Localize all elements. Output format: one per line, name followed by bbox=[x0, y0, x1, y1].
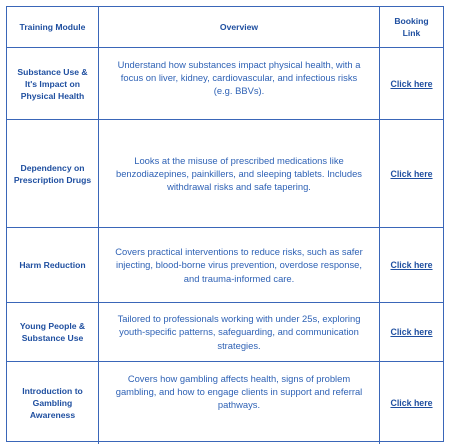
booking-cell bbox=[380, 120, 443, 228]
module-name: Substance Use & It's Impact on Physical Health bbox=[7, 48, 99, 120]
module-overview: Covers how gambling affects health, signs of problem gambling, and how to engage clients in support and referral pathways. bbox=[99, 362, 380, 444]
booking-link[interactable]: Click here bbox=[390, 168, 433, 179]
module-overview: Understand how substances impact physical health, with a focus on liver, kidney, cardiovascular, and infectious risks (e.g. BBVs). bbox=[99, 48, 380, 120]
booking-cell bbox=[380, 362, 443, 444]
booking-cell bbox=[380, 48, 443, 120]
module-name: Harm Reduction bbox=[7, 228, 99, 303]
module-name: Introduction to Gambling Awareness bbox=[7, 362, 99, 444]
booking-cell bbox=[380, 303, 443, 362]
header-booking-link: Booking Link bbox=[380, 7, 443, 48]
header-overview: Overview bbox=[99, 7, 380, 48]
booking-link[interactable]: Click here bbox=[390, 260, 433, 270]
booking-link[interactable]: Click here bbox=[390, 327, 433, 337]
training-table bbox=[6, 6, 444, 442]
booking-cell bbox=[380, 228, 443, 303]
booking-link[interactable]: Click here bbox=[390, 78, 433, 89]
module-overview: Covers practical interventions to reduce risks, such as safer injecting, blood-borne virus prevention, overdose response, and trauma-informed care. bbox=[99, 228, 380, 303]
module-overview: Tailored to professionals working with under 25s, exploring youth-specific patterns, safeguarding, and communication strategies. bbox=[99, 303, 380, 362]
booking-link[interactable]: Click here bbox=[390, 398, 433, 408]
module-name: Dependency on Prescription Drugs bbox=[7, 120, 99, 228]
module-name: Young People & Substance Use bbox=[7, 303, 99, 362]
module-overview: Looks at the misuse of prescribed medications like benzodiazepines, painkillers, and sleeping tablets. Includes withdrawal risks and safe tapering. bbox=[99, 120, 380, 228]
header-training-module: Training Module bbox=[7, 7, 99, 48]
